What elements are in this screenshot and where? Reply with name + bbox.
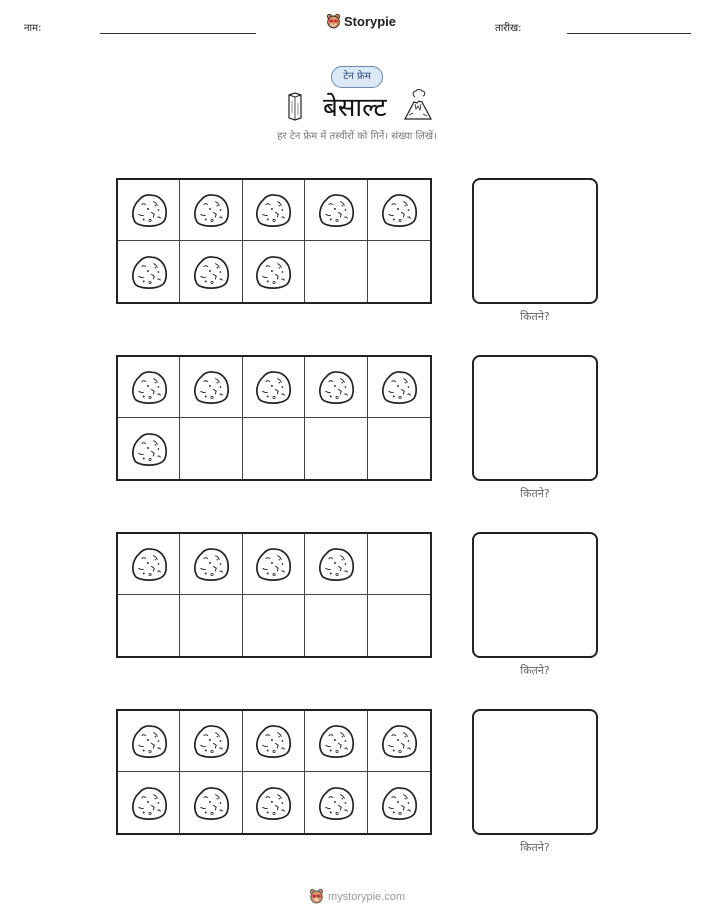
ten-frame-cell xyxy=(243,711,305,772)
basalt-rock-icon xyxy=(190,720,232,762)
basalt-rock-icon xyxy=(190,189,232,231)
ten-frame-cell xyxy=(243,241,305,302)
basalt-rock-icon xyxy=(378,782,420,824)
name-label: नाम: xyxy=(24,23,42,34)
ten-frame-cell xyxy=(305,418,367,479)
basalt-rock-icon xyxy=(252,189,294,231)
answer-box[interactable] xyxy=(472,355,598,481)
basalt-rock-icon xyxy=(315,782,357,824)
ten-frame-cell xyxy=(118,241,180,302)
ten-frame-cell xyxy=(368,180,430,241)
ten-frame xyxy=(116,532,432,658)
basalt-rock-icon xyxy=(378,366,420,408)
ten-frame-cell xyxy=(243,180,305,241)
basalt-rock-icon xyxy=(190,543,232,585)
date-field[interactable] xyxy=(567,33,691,34)
answer-box[interactable] xyxy=(472,709,598,835)
worksheet-badge: टेन फ्रेम xyxy=(331,66,383,88)
ten-frame-cell xyxy=(305,534,367,595)
ten-frame-cell xyxy=(305,711,367,772)
ten-frame-cell xyxy=(368,595,430,656)
ten-frame-cell xyxy=(118,595,180,656)
ten-frame-cell xyxy=(305,241,367,302)
basalt-rock-icon xyxy=(128,428,170,470)
ten-frame-cell xyxy=(243,418,305,479)
ten-frame-cell xyxy=(180,595,242,656)
basalt-rock-icon xyxy=(128,543,170,585)
basalt-rock-icon xyxy=(128,189,170,231)
ten-frame-cell xyxy=(118,180,180,241)
basalt-rock-icon xyxy=(128,782,170,824)
basalt-rock-icon xyxy=(190,782,232,824)
ten-frame-cell xyxy=(305,772,367,833)
footer xyxy=(309,888,405,905)
ten-frame-cell xyxy=(305,180,367,241)
answer-label: कितने? xyxy=(520,487,550,500)
footer-url[interactable]: mystorypie.com xyxy=(328,890,406,903)
answer-label: कितने? xyxy=(520,841,550,854)
basalt-rock-icon xyxy=(190,251,232,293)
ten-frame-cell xyxy=(180,772,242,833)
basalt-rock-icon xyxy=(252,366,294,408)
ten-frame-cell xyxy=(118,534,180,595)
basalt-rock-icon xyxy=(378,720,420,762)
basalt-rock-icon xyxy=(252,543,294,585)
basalt-rock-icon xyxy=(190,366,232,408)
basalt-rock-icon xyxy=(128,251,170,293)
answer-box[interactable] xyxy=(472,532,598,658)
ten-frame-cell xyxy=(243,534,305,595)
ten-frame-cell xyxy=(368,711,430,772)
ten-frame-cell xyxy=(368,772,430,833)
answer-box[interactable] xyxy=(472,178,598,304)
ten-frame-cell xyxy=(243,357,305,418)
basalt-rock-icon xyxy=(252,720,294,762)
ten-frame-cell xyxy=(243,595,305,656)
ten-frame-cell xyxy=(180,711,242,772)
ten-frame xyxy=(116,709,432,835)
volcano-icon xyxy=(403,89,433,121)
instructions: हर टेन फ्रेम में तस्वीरों को गिनें। संख्या लिखें। xyxy=(277,131,437,142)
ten-frame-cell xyxy=(368,534,430,595)
ten-frame-cell xyxy=(118,418,180,479)
basalt-rock-icon xyxy=(128,366,170,408)
ten-frame-cell xyxy=(368,418,430,479)
ten-frame-cell xyxy=(180,241,242,302)
basalt-rock-icon xyxy=(128,720,170,762)
brand-logo xyxy=(326,13,396,30)
ten-frame-cell xyxy=(118,711,180,772)
ten-frame xyxy=(116,178,432,304)
basalt-rock-icon xyxy=(252,782,294,824)
ten-frame-cell xyxy=(180,357,242,418)
basalt-rock-icon xyxy=(315,543,357,585)
ten-frame-cell xyxy=(305,357,367,418)
brand-name: Storypie xyxy=(344,14,397,29)
ten-frame-cell xyxy=(180,418,242,479)
answer-label: कितने? xyxy=(520,664,550,677)
name-field[interactable] xyxy=(100,33,256,34)
ten-frame-cell xyxy=(118,357,180,418)
ten-frame-cell xyxy=(118,772,180,833)
basalt-rock-icon xyxy=(315,189,357,231)
ten-frame-cell xyxy=(368,241,430,302)
bear-mascot-icon xyxy=(309,888,324,905)
ten-frame-cell xyxy=(243,772,305,833)
worksheet-title: बेसाल्ट xyxy=(323,93,387,123)
ten-frame-cell xyxy=(180,534,242,595)
bear-mascot-icon xyxy=(326,13,341,30)
answer-label: कितने? xyxy=(520,310,550,323)
ten-frame-cell xyxy=(180,180,242,241)
basalt-column-icon xyxy=(285,91,305,121)
ten-frame xyxy=(116,355,432,481)
basalt-rock-icon xyxy=(315,720,357,762)
date-label: तारीख: xyxy=(495,23,522,34)
basalt-rock-icon xyxy=(315,366,357,408)
basalt-rock-icon xyxy=(378,189,420,231)
ten-frame-cell xyxy=(305,595,367,656)
basalt-rock-icon xyxy=(252,251,294,293)
ten-frame-cell xyxy=(368,357,430,418)
